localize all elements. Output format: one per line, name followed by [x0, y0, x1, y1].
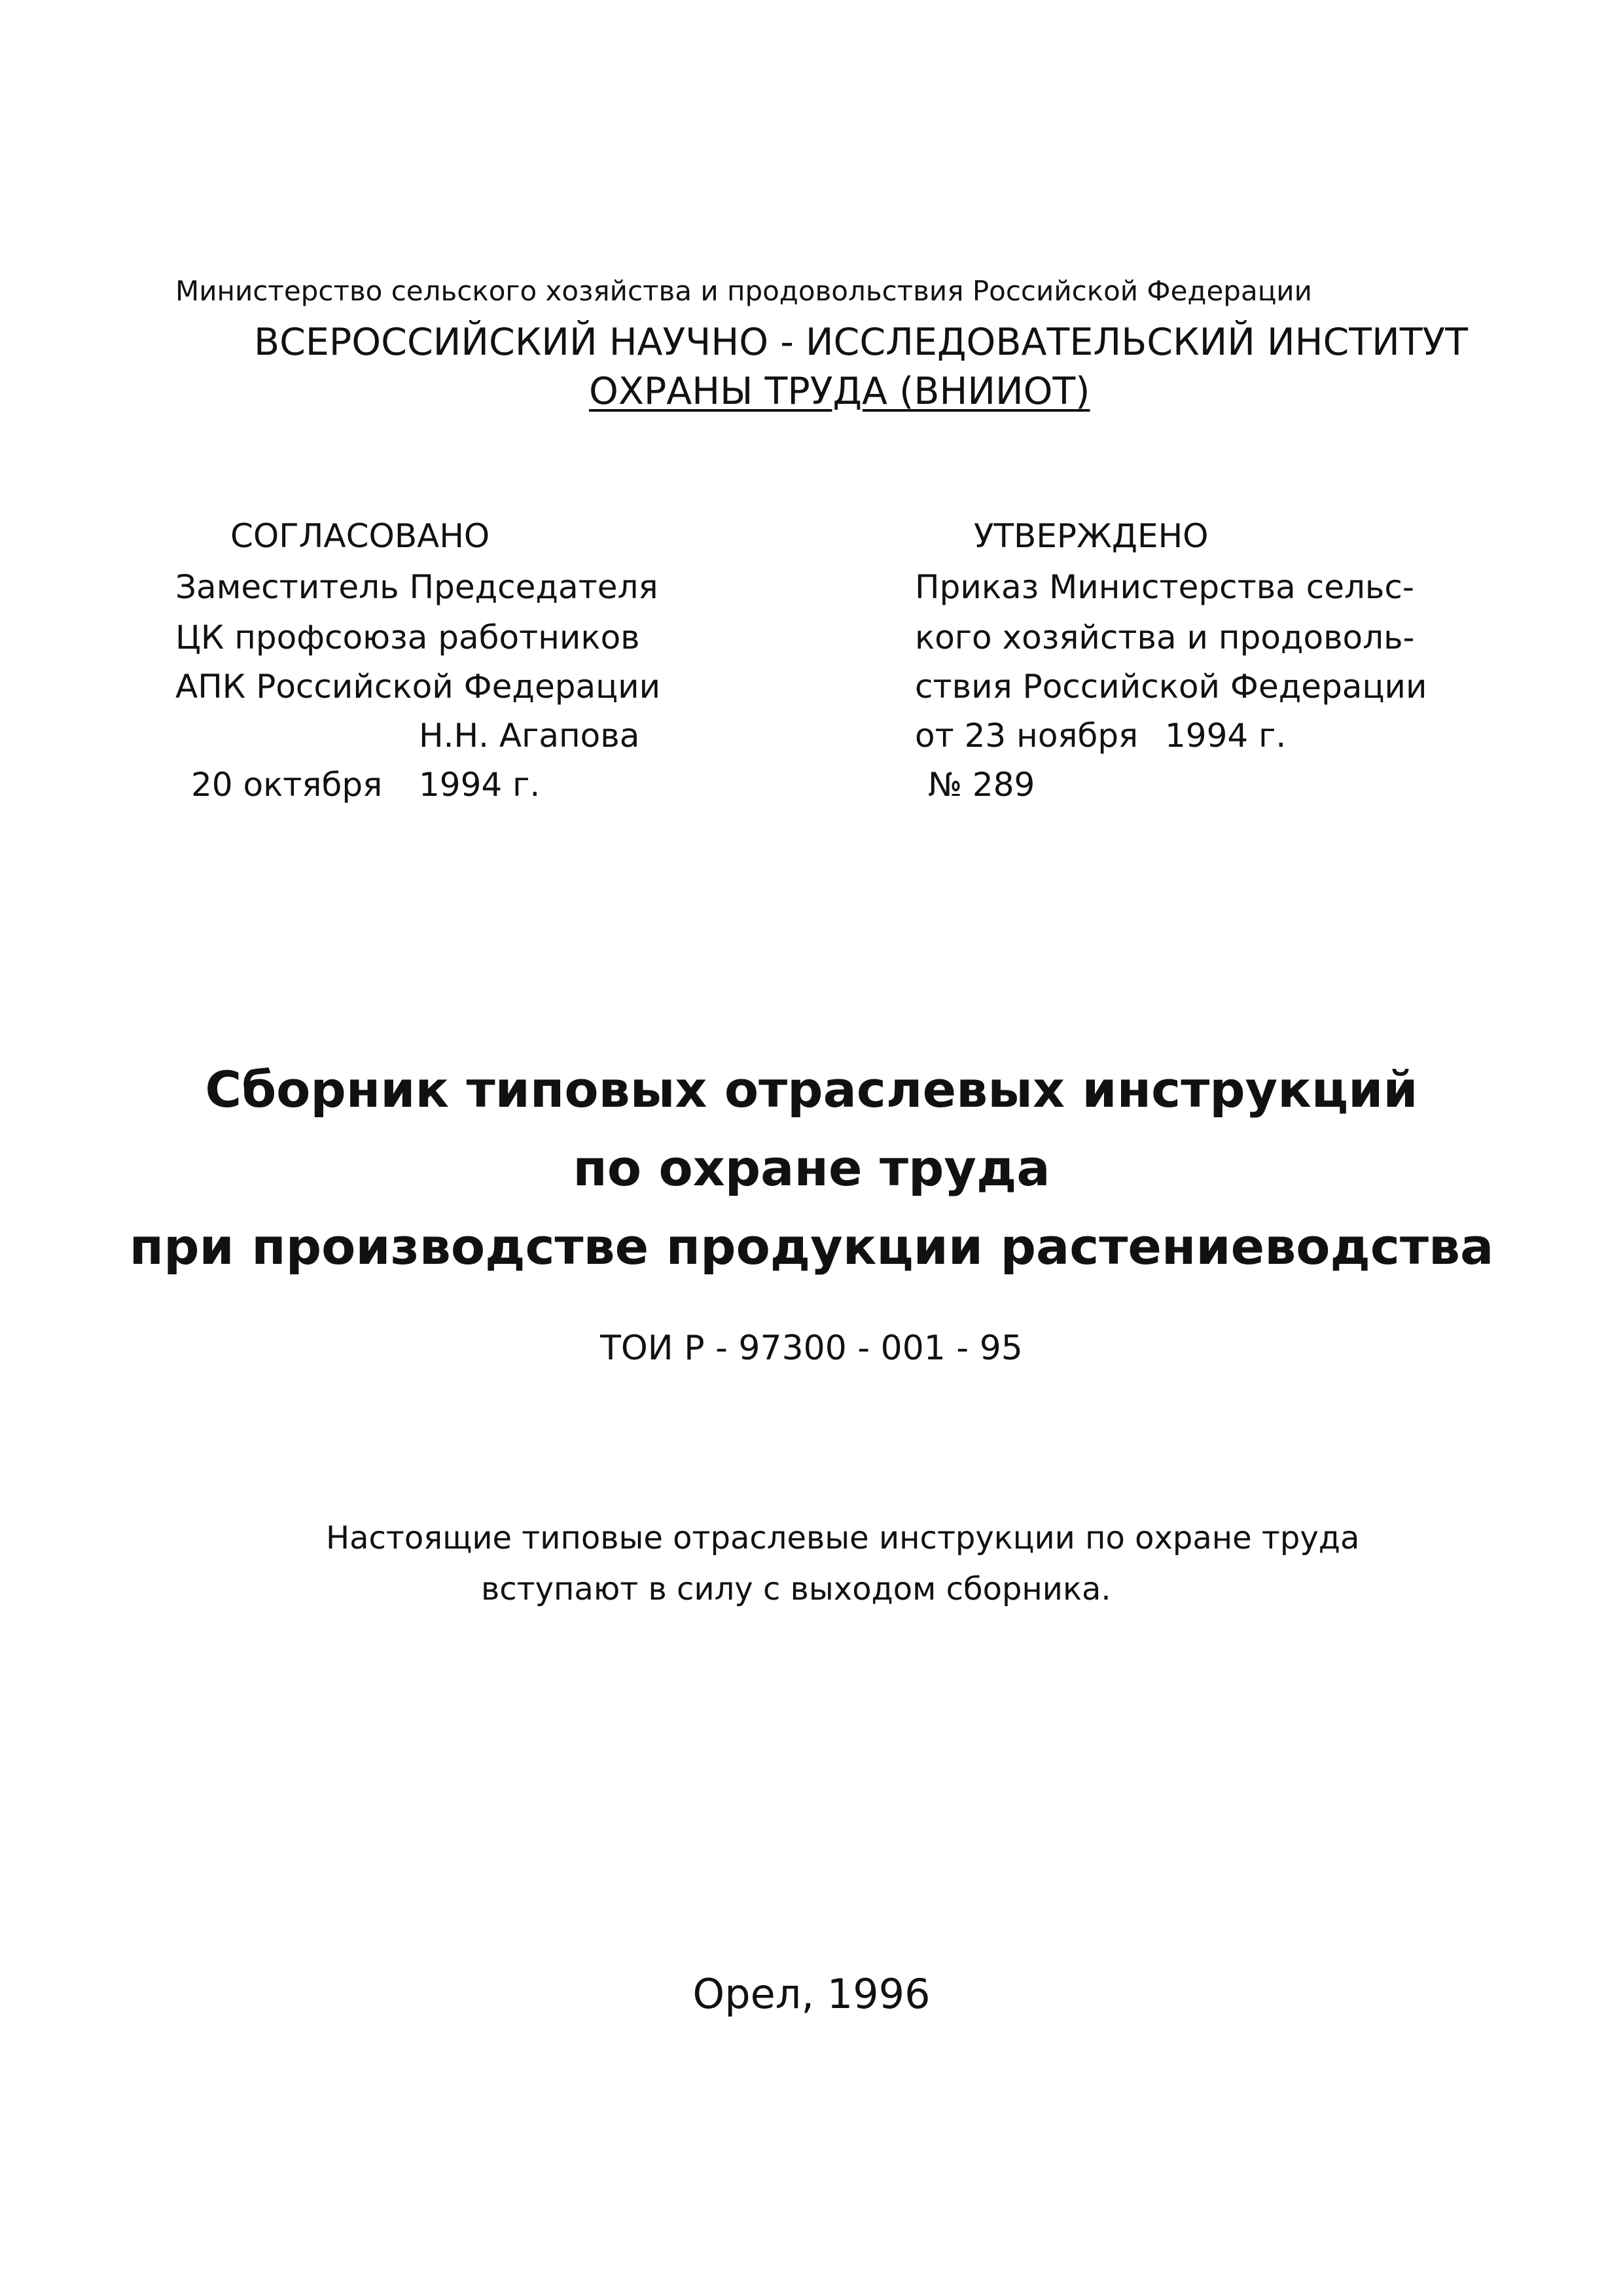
agreed-date-year: 1994 г.	[419, 766, 541, 804]
agreed-heading: СОГЛАСОВАНО	[230, 517, 490, 555]
institute-name-line2: ОХРАНЫ ТРУДА (ВНИИОТ)	[589, 370, 1090, 413]
approved-line-1: Приказ Министерства сельс-	[915, 568, 1414, 606]
document-code: ТОИ Р - 97300 - 001 - 95	[600, 1329, 1023, 1368]
approved-date-day-month: от 23 ноября	[915, 717, 1139, 755]
note-line-1: Настоящие типовые отраслевые инструкции по охране труда	[326, 1520, 1360, 1556]
agreed-date-day-month: 20 октября	[191, 766, 383, 804]
document-title-line-2: по охране труда	[573, 1139, 1050, 1197]
note-line-2: вступают в силу с выходом сборника.	[481, 1571, 1111, 1607]
institute-name-line1: ВСЕРОССИЙСКИЙ НАУЧНО - ИССЛЕДОВАТЕЛЬСКИЙ ИНСТИТУТ	[254, 321, 1469, 364]
document-title-line-1: Сборник типовых отраслевых инструкций	[205, 1060, 1418, 1119]
ministry-name: Министерство сельского хозяйства и продовольствия Российской Федерации	[175, 275, 1312, 307]
agreed-signatory: Н.Н. Агапова	[419, 717, 640, 755]
agreed-line-1: Заместитель Председателя	[175, 568, 658, 606]
approved-line-3: ствия Российской Федерации	[915, 668, 1427, 706]
agreed-line-2: ЦК профсоюза работников	[175, 619, 640, 656]
approved-heading: УТВЕРЖДЕНО	[974, 517, 1209, 555]
publication-place-year: Орел, 1996	[692, 1970, 931, 2018]
approved-line-2: кого хозяйства и продоволь-	[915, 619, 1415, 656]
document-title-line-3: при производстве продукции растениеводства	[129, 1217, 1494, 1276]
approved-order-number: № 289	[928, 766, 1035, 804]
agreed-line-3: АПК Российской Федерации	[175, 668, 661, 706]
approved-date-year: 1994 г.	[1165, 717, 1287, 755]
